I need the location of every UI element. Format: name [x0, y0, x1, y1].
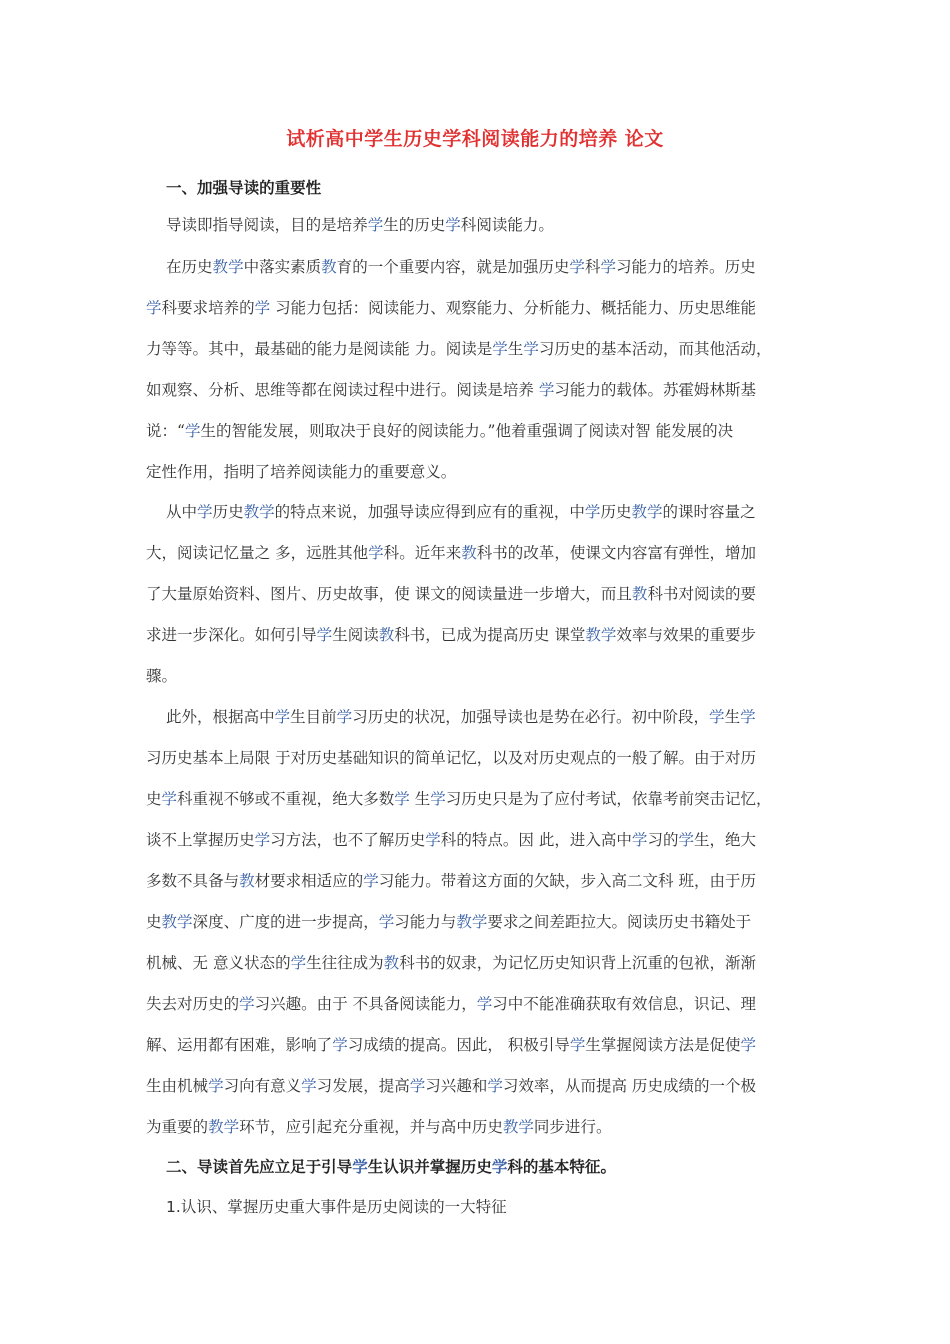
paragraph-line: 从中学历史教学的特点来说，加强导读应得到应有的重视，中学历史教学的课时容量之 — [166, 503, 756, 521]
paragraph-line: 史学科重视不够或不重视，绝大多数学 生学习历史只是为了应付考试，依靠考前突击记忆， — [146, 790, 772, 808]
paragraph-line: 求进一步深化。如何引导学生阅读教科书，已成为提高历史 课堂教学效率与效果的重要步 — [146, 626, 757, 644]
paragraph-line: 解、运用都有困难，影响了学习成绩的提高。因此， 积极引导学生掌握阅读方法是促使学 — [146, 1036, 757, 1054]
paragraph-line: 说：“学生的智能发展，则取决于良好的阅读能力。”他着重强调了阅读对智 能发展的决 — [146, 422, 734, 440]
paragraph-line: 如观察、分析、思维等都在阅读过程中进行。阅读是培养 学习能力的载体。苏霍姆林斯基 — [146, 381, 757, 399]
paragraph-line: 多数不具备与教材要求相适应的学习能力。带着这方面的欠缺，步入高二文科 班，由于历 — [146, 872, 757, 890]
paragraph-line: 大，阅读记忆量之 多，远胜其他学科。近年来教科书的改革，使课文内容富有弹性，增加 — [146, 544, 757, 562]
paragraph-line: 在历史教学中落实素质教育的一个重要内容，就是加强历史学科学习能力的培养。历史 — [166, 258, 756, 276]
paragraph-line: 习历史基本上局限 于对历史基础知识的简单记忆，以及对历史观点的一般了解。由于对历 — [146, 749, 757, 767]
paragraph-line: 生由机械学习向有意义学习发展，提高学习兴趣和学习效率，从而提高 历史成绩的一个极 — [146, 1077, 757, 1095]
document-title: 试析高中学生历史学科阅读能力的培养 论文 — [286, 128, 664, 150]
section-heading-2: 二、导读首先应立足于引导学生认识并掌握历史学科的基本特征。 — [166, 1158, 616, 1176]
paragraph-line: 骤。 — [146, 667, 178, 685]
subsection-heading-1: 1.认识、掌握历史重大事件是历史阅读的一大特征 — [166, 1198, 507, 1216]
paragraph-line: 力等等。其中，最基础的能力是阅读能 力。阅读是学生学习历史的基本活动，而其他活动， — [146, 340, 772, 358]
paragraph-line: 失去对历史的学习兴趣。由于 不具备阅读能力，学习中不能准确获取有效信息，识记、理 — [146, 995, 757, 1013]
paragraph-line: 机械、无 意义状态的学生往往成为教科书的奴隶，为记忆历史知识背上沉重的包袱，渐渐 — [146, 954, 757, 972]
paragraph-line: 为重要的教学环节，应引起充分重视，并与高中历史教学同步进行。 — [146, 1118, 612, 1136]
section-heading-1: 一、加强导读的重要性 — [166, 179, 322, 197]
paragraph-line: 定性作用，指明了培养阅读能力的重要意义。 — [146, 463, 457, 481]
paragraph-line: 学科要求培养的学 习能力包括：阅读能力、观察能力、分析能力、概括能力、历史思维能 — [146, 299, 757, 317]
paragraph-line: 了大量原始资料、图片、历史故事，使 课文的阅读量进一步增大，而且教科书对阅读的要 — [146, 585, 757, 603]
paragraph-line: 史教学深度、广度的进一步提高，学习能力与教学要求之间差距拉大。阅读历史书籍处于 — [146, 913, 752, 931]
paragraph-line: 谈不上掌握历史学习方法，也不了解历史学科的特点。因 此，进入高中学习的学生，绝大 — [146, 831, 757, 849]
paragraph-line: 此外，根据高中学生目前学习历史的状况，加强导读也是势在必行。初中阶段，学生学 — [166, 708, 756, 726]
paragraph-line: 导读即指导阅读，目的是培养学生的历史学科阅读能力。 — [166, 216, 554, 234]
